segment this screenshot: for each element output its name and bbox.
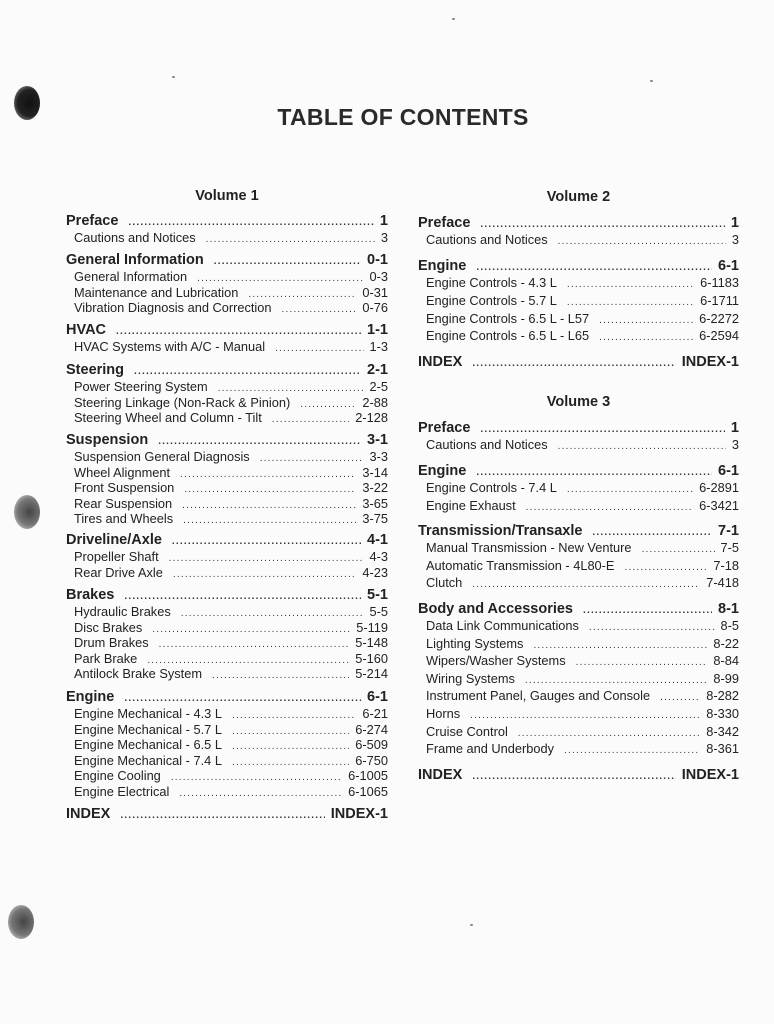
toc-entry[interactable] (74, 753, 388, 769)
toc-entry-label: Hydraulic Brakes (74, 604, 171, 619)
toc-entry-label: Engine Controls - 7.4 L (426, 480, 557, 495)
toc-section[interactable] (418, 353, 739, 371)
toc-entry-page-number: 3 (380, 230, 388, 245)
toc-section-page-number: INDEX-1 (681, 354, 739, 370)
toc-entry[interactable] (426, 540, 739, 556)
toc-entry-label: Power Steering System (74, 379, 208, 394)
toc-section-label: Preface (418, 215, 471, 231)
toc-entry-page-number: 8-99 (713, 671, 739, 686)
toc-section[interactable] (66, 212, 388, 230)
toc-entry[interactable] (74, 706, 388, 722)
toc-entry[interactable] (74, 465, 388, 481)
toc-entry[interactable] (426, 671, 739, 687)
toc-section-page-number: 6-1 (718, 463, 739, 479)
toc-entry-label: Tires and Wheels (74, 511, 174, 526)
leader-dots (183, 513, 356, 529)
toc-section-label: General Information (66, 252, 204, 268)
toc-section-page-number: 0-1 (367, 252, 388, 268)
toc-section[interactable] (66, 251, 388, 269)
toc-entry-page-number: 0-31 (362, 285, 388, 300)
toc-entry-label: Front Suspension (74, 480, 175, 495)
toc-entry[interactable] (74, 737, 388, 753)
leader-dots (642, 542, 715, 558)
toc-entry-page-number: 3-3 (369, 449, 388, 464)
toc-section-label: Engine (418, 463, 467, 479)
toc-section-label: Suspension (66, 432, 149, 448)
toc-section[interactable] (66, 321, 388, 339)
toc-entry-label: Suspension General Diagnosis (74, 449, 250, 464)
toc-entry-label: Cautions and Notices (74, 230, 196, 245)
toc-section[interactable] (418, 462, 739, 480)
toc-entry[interactable] (426, 724, 739, 740)
toc-entry-label: Engine Mechanical - 6.5 L (74, 737, 222, 752)
toc-entry-label: Engine Mechanical - 5.7 L (74, 722, 222, 737)
toc-section-label: Engine (66, 689, 115, 705)
toc-entry-label: Lighting Systems (426, 636, 524, 651)
toc-section[interactable] (418, 257, 739, 275)
toc-section-page-number: 1 (730, 420, 739, 436)
toc-section[interactable] (418, 419, 739, 437)
toc-section-label: INDEX (418, 354, 463, 370)
toc-entry-page-number: 4-23 (362, 565, 388, 580)
leader-dots (272, 412, 349, 428)
toc-section-page-number: 8-1 (718, 601, 739, 617)
toc-entry-label: Wiring Systems (426, 671, 515, 686)
toc-entry-label: Steering Wheel and Column - Tilt (74, 410, 262, 425)
toc-entry-label: Engine Mechanical - 4.3 L (74, 706, 222, 721)
leader-dots (518, 726, 700, 742)
toc-entry-page-number: 2-128 (355, 410, 388, 425)
toc-entry[interactable] (426, 706, 739, 722)
toc-entry-page-number: 3 (731, 232, 739, 247)
toc-section-page-number: 1-1 (367, 322, 388, 338)
toc-entry[interactable] (426, 498, 739, 514)
leader-dots (558, 439, 726, 455)
toc-entry-label: HVAC Systems with A/C - Manual (74, 339, 266, 354)
toc-section-page-number: INDEX-1 (681, 767, 739, 783)
toc-entry-page-number: 3 (731, 437, 739, 452)
toc-entry-label: Steering Linkage (Non-Rack & Pinion) (74, 395, 291, 410)
scan-speck (172, 76, 175, 78)
leader-dots (282, 302, 357, 318)
toc-entry-label: Clutch (426, 575, 463, 590)
toc-entry-page-number: 8-342 (706, 724, 739, 739)
toc-entry-label: Cruise Control (426, 724, 508, 739)
toc-section-label: Steering (66, 362, 125, 378)
toc-section[interactable] (66, 805, 388, 823)
toc-section-page-number: 1 (379, 213, 388, 229)
toc-entry[interactable] (74, 784, 388, 800)
toc-entry-label: Engine Exhaust (426, 498, 516, 513)
toc-entry-page-number: 6-1065 (348, 784, 388, 799)
toc-section[interactable] (418, 766, 739, 784)
toc-entry-page-number: 3-14 (362, 465, 388, 480)
toc-entry-label: Automatic Transmission - 4L80-E (426, 558, 615, 573)
volume-heading: Volume 3 (546, 394, 611, 410)
leader-dots (533, 638, 707, 654)
toc-section[interactable] (66, 586, 388, 604)
toc-entry[interactable] (426, 688, 739, 704)
toc-entry-page-number: 6-750 (355, 753, 388, 768)
toc-entry-label: Instrument Panel, Gauges and Console (426, 688, 651, 703)
toc-entry-page-number: 6-21 (362, 706, 388, 721)
toc-section[interactable] (418, 522, 739, 540)
toc-entry-page-number: 7-418 (706, 575, 739, 590)
leader-dots (472, 355, 675, 373)
toc-section[interactable] (418, 600, 739, 618)
leader-dots (275, 341, 363, 357)
leader-dots (173, 567, 356, 583)
toc-entry-page-number: 8-22 (713, 636, 739, 651)
toc-entry-page-number: 1-3 (369, 339, 388, 354)
toc-entry-label: Rear Suspension (74, 496, 173, 511)
toc-entry-page-number: 6-2594 (699, 328, 739, 343)
volume-heading: Volume 2 (546, 189, 611, 205)
toc-entry-page-number: 8-84 (713, 653, 739, 668)
toc-entry-label: Drum Brakes (74, 635, 149, 650)
toc-entry-page-number: 6-1711 (700, 293, 739, 308)
toc-entry[interactable] (74, 300, 388, 316)
toc-entry[interactable] (74, 604, 388, 620)
toc-entry-label: Cautions and Notices (426, 437, 548, 452)
toc-entry[interactable] (426, 653, 739, 669)
toc-entry[interactable] (74, 496, 388, 512)
toc-entry[interactable] (426, 558, 739, 574)
toc-entry-page-number: 6-1183 (700, 275, 739, 290)
toc-section-label: Brakes (66, 587, 115, 603)
toc-entry-label: General Information (74, 269, 188, 284)
toc-entry[interactable] (426, 328, 739, 344)
toc-entry-label: Data Link Communications (426, 618, 579, 633)
toc-section-page-number: 3-1 (367, 432, 388, 448)
toc-entry[interactable] (74, 449, 388, 465)
toc-entry-page-number: 8-330 (706, 706, 739, 721)
toc-entry[interactable] (426, 575, 739, 591)
leader-dots (564, 743, 700, 759)
toc-entry-label: Manual Transmission - New Venture (426, 540, 632, 555)
toc-entry[interactable] (74, 339, 388, 355)
toc-section-label: Preface (66, 213, 119, 229)
toc-section-label: INDEX (418, 767, 463, 783)
leader-dots (525, 673, 707, 689)
toc-entry[interactable] (426, 618, 739, 634)
toc-entry[interactable] (74, 768, 388, 784)
toc-section-label: Body and Accessories (418, 601, 573, 617)
toc-entry-page-number: 7-18 (713, 558, 739, 573)
toc-entry-label: Disc Brakes (74, 620, 143, 635)
toc-entry[interactable] (426, 480, 739, 496)
toc-entry-page-number: 0-76 (362, 300, 388, 315)
leader-dots (526, 500, 693, 516)
toc-section-page-number: 4-1 (367, 532, 388, 548)
toc-entry-page-number: 6-2272 (699, 311, 739, 326)
toc-entry-page-number: 8-5 (720, 618, 739, 633)
scan-speck (650, 80, 653, 82)
toc-entry-label: Park Brake (74, 651, 138, 666)
toc-entry-page-number: 5-160 (355, 651, 388, 666)
toc-entry-label: Engine Controls - 6.5 L - L65 (426, 328, 590, 343)
toc-section-label: HVAC (66, 322, 107, 338)
toc-section-label: Transmission/Transaxle (418, 523, 583, 539)
toc-section-page-number: 2-1 (367, 362, 388, 378)
toc-entry-label: Wipers/Washer Systems (426, 653, 566, 668)
leader-dots (567, 277, 694, 293)
toc-entry[interactable] (74, 410, 388, 426)
toc-entry[interactable] (74, 651, 388, 667)
toc-section-label: Preface (418, 420, 471, 436)
leader-dots (589, 620, 715, 636)
toc-entry[interactable] (74, 565, 388, 581)
toc-entry-page-number: 4-3 (369, 549, 388, 564)
toc-entry[interactable] (74, 395, 388, 411)
toc-entry-page-number: 6-509 (355, 737, 388, 752)
toc-entry-label: Engine Mechanical - 7.4 L (74, 753, 222, 768)
toc-entry[interactable] (426, 437, 739, 453)
leader-dots (120, 807, 324, 825)
toc-entry[interactable] (74, 635, 388, 651)
scan-speck (470, 924, 473, 926)
toc-entry-label: Rear Drive Axle (74, 565, 163, 580)
toc-entry[interactable] (74, 230, 388, 246)
leader-dots (599, 330, 693, 346)
leader-dots (470, 708, 700, 724)
toc-entry-page-number: 5-148 (355, 635, 388, 650)
toc-entry-page-number: 6-2891 (699, 480, 739, 495)
toc-entry-label: Engine Cooling (74, 768, 161, 783)
leader-dots (206, 232, 375, 248)
leader-dots (567, 482, 693, 498)
toc-section[interactable] (66, 431, 388, 449)
toc-entry-page-number: 5-5 (369, 604, 388, 619)
toc-entry-page-number: 6-3421 (699, 498, 739, 513)
toc-entry[interactable] (426, 636, 739, 652)
toc-section-label: Engine (418, 258, 467, 274)
leader-dots (599, 313, 693, 329)
toc-entry-page-number: 5-119 (356, 620, 388, 635)
leader-dots (558, 234, 726, 250)
toc-entry-label: Engine Controls - 4.3 L (426, 275, 557, 290)
toc-entry-page-number: 3-65 (362, 496, 388, 511)
toc-section-label: INDEX (66, 806, 111, 822)
toc-entry-page-number: 8-361 (706, 741, 739, 756)
toc-entry[interactable] (74, 620, 388, 636)
toc-entry-label: Propeller Shaft (74, 549, 159, 564)
volume-heading: Volume 1 (195, 188, 259, 204)
toc-entry[interactable] (426, 311, 739, 327)
scan-speck (452, 18, 455, 20)
toc-entry-page-number: 7-5 (720, 540, 739, 555)
toc-entry-page-number: 0-3 (369, 269, 388, 284)
toc-entry-page-number: 3-75 (362, 511, 388, 526)
toc-entry-page-number: 3-22 (362, 480, 388, 495)
toc-entry[interactable] (74, 480, 388, 496)
toc-entry-page-number: 2-5 (369, 379, 388, 394)
toc-entry-page-number: 5-214 (355, 666, 388, 681)
leader-dots (567, 295, 694, 311)
toc-entry[interactable] (426, 741, 739, 757)
leader-dots (212, 668, 349, 684)
toc-entry-label: Maintenance and Lubrication (74, 285, 239, 300)
leader-dots (660, 690, 700, 706)
toc-entry[interactable] (74, 285, 388, 301)
binder-hole-middle (14, 495, 40, 529)
page-title: TABLE OF CONTENTS (277, 104, 529, 130)
toc-section-page-number: 7-1 (718, 523, 739, 539)
toc-entry[interactable] (74, 511, 388, 527)
toc-entry-label: Engine Electrical (74, 784, 170, 799)
toc-entry[interactable] (74, 722, 388, 738)
leader-dots (179, 786, 342, 802)
leader-dots (624, 560, 707, 576)
toc-entry[interactable] (74, 666, 388, 682)
toc-entry[interactable] (426, 275, 739, 291)
toc-entry-label: Engine Controls - 6.5 L - L57 (426, 311, 590, 326)
toc-entry-page-number: 6-1005 (348, 768, 388, 783)
toc-entry-page-number: 8-282 (706, 688, 739, 703)
leader-dots (576, 655, 708, 671)
toc-entry-label: Horns (426, 706, 461, 721)
toc-entry[interactable] (74, 379, 388, 395)
toc-section-page-number: 5-1 (367, 587, 388, 603)
leader-dots (472, 577, 700, 593)
toc-entry-page-number: 2-88 (362, 395, 388, 410)
toc-section-page-number: 1 (730, 215, 739, 231)
toc-section[interactable] (66, 361, 388, 379)
toc-entry-label: Vibration Diagnosis and Correction (74, 300, 272, 315)
toc-entry-label: Wheel Alignment (74, 465, 171, 480)
toc-entry[interactable] (74, 269, 388, 285)
toc-entry-label: Cautions and Notices (426, 232, 548, 247)
toc-entry-label: Frame and Underbody (426, 741, 555, 756)
toc-section-page-number: 6-1 (718, 258, 739, 274)
toc-entry[interactable] (426, 232, 739, 248)
toc-section-page-number: INDEX-1 (330, 806, 388, 822)
toc-section-label: Driveline/Axle (66, 532, 162, 548)
leader-dots (472, 768, 675, 786)
toc-entry-label: Antilock Brake System (74, 666, 203, 681)
toc-section-page-number: 6-1 (367, 689, 388, 705)
toc-section[interactable] (66, 531, 388, 549)
toc-section[interactable] (66, 688, 388, 706)
toc-entry[interactable] (426, 293, 739, 309)
toc-entry[interactable] (74, 549, 388, 565)
toc-entry-label: Engine Controls - 5.7 L (426, 293, 557, 308)
toc-section[interactable] (418, 214, 739, 232)
toc-entry-page-number: 6-274 (355, 722, 388, 737)
binder-hole-bottom (8, 905, 34, 939)
